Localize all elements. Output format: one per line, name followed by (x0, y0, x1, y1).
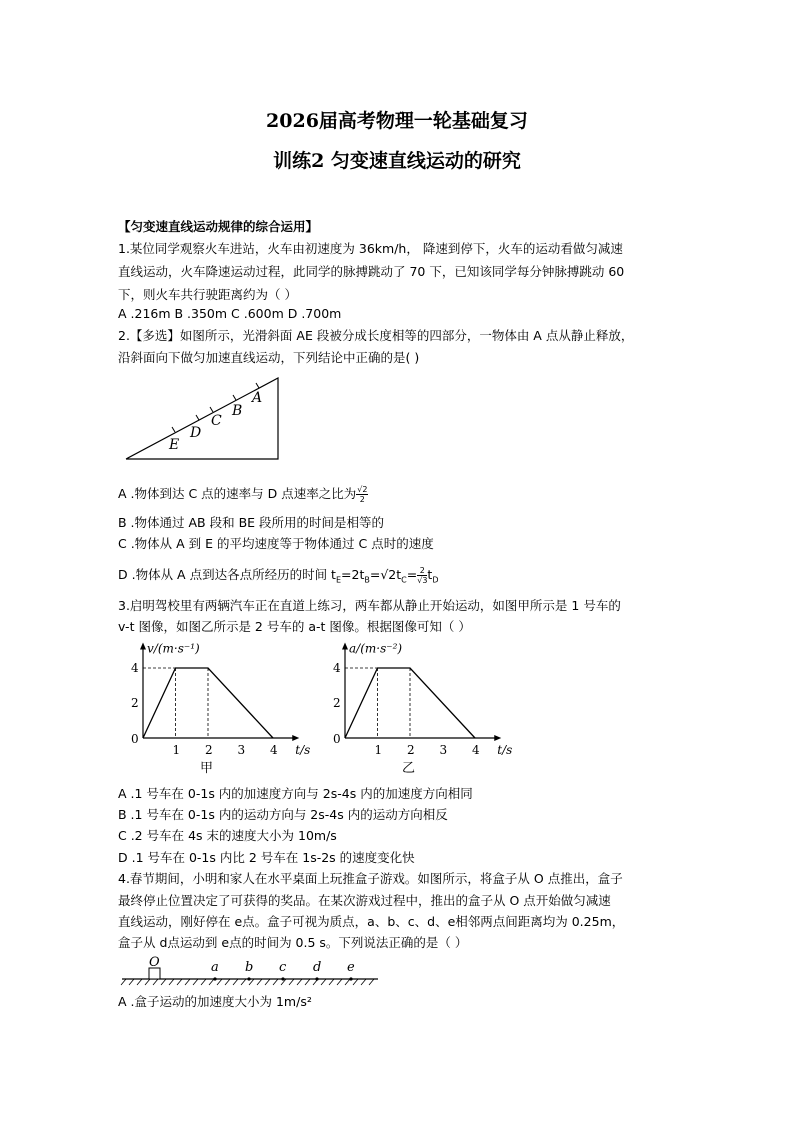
q3-option-a: A .1 号车在 0-1s 内的加速度方向与 2s-4s 内的加速度方向相同 (118, 786, 473, 801)
fraction-num: √2 (357, 485, 368, 494)
label-e: e (347, 960, 355, 975)
hatch-mark (137, 979, 142, 985)
chart-vt-jia (125, 641, 325, 776)
x-tick-label: 2 (205, 743, 213, 757)
hatch-mark (153, 979, 158, 985)
q4-option-a: A .盒子运动的加速度大小为 1m/s² (118, 994, 312, 1009)
q4-line-3: 直线运动，刚好停在 e点。盒子可视为质点，a、b、c、d、e相邻两点间距离均为 0.25m， (118, 914, 625, 929)
x-axis-label: t/s (497, 743, 513, 757)
q3-line-2: v-t 图像，如图乙所示是 2 号车的 a-t 图像。根据图像可知（ ） (118, 619, 471, 634)
tick-b (233, 395, 236, 400)
x-tick-label: 4 (270, 743, 278, 757)
point-e (349, 977, 352, 980)
label-A: A (252, 390, 263, 406)
x-tick-label: 3 (439, 743, 448, 757)
fraction-num-2: 2 (417, 566, 427, 576)
y-axis-label: a/(m·s⁻²) (349, 641, 403, 656)
hatch-mark (209, 979, 214, 985)
hatch-mark (177, 979, 182, 985)
sub-E: E (335, 575, 342, 585)
x-axis-arrow (292, 735, 299, 741)
origin-label: 0 (333, 732, 341, 746)
y-tick-label: 4 (333, 661, 341, 675)
label-b: b (245, 960, 254, 975)
fraction-sqrt2-over-2 (356, 485, 368, 504)
q2-option-d-prefix: D .物体从 A 点到达各点所经历的时间 t (118, 567, 336, 582)
hatch-mark (265, 979, 270, 985)
q3-option-d: D .1 号车在 0-1s 内比 2 号车在 1s-2s 的速度变化快 (118, 850, 415, 865)
q2-option-d (118, 566, 438, 589)
x-axis-label: t/s (295, 743, 311, 757)
chart-at-yi (327, 641, 527, 776)
y-axis-arrow (140, 643, 146, 650)
hatch-mark (329, 979, 334, 985)
hatch-mark (345, 979, 350, 985)
origin-label: 0 (131, 732, 139, 746)
x-tick-label: 1 (374, 743, 383, 757)
hatch-mark (289, 979, 294, 985)
y-axis-label: v/(m·s⁻¹) (147, 641, 200, 656)
hatch-mark (121, 979, 126, 985)
hatch-mark (185, 979, 190, 985)
x-tick-label: 4 (472, 743, 480, 757)
label-a: a (211, 960, 219, 975)
hatch-mark (201, 979, 206, 985)
q2-d-eq1: =2t (341, 567, 365, 582)
page-title: 2026届高考物理一轮基础复习 (266, 110, 528, 132)
hatch-mark (337, 979, 342, 985)
section-heading: 【匀变速直线运动规律的综合运用】 (118, 219, 319, 234)
label-O: O (149, 955, 160, 970)
tick-a (256, 383, 259, 388)
fraction-den-2: √3 (417, 576, 428, 585)
hatch-mark (169, 979, 174, 985)
hatch-mark (353, 979, 358, 985)
hatch-mark (225, 979, 230, 985)
q2-option-c: C .物体从 A 到 E 的平均速度等于物体通过 C 点时的速度 (118, 536, 434, 551)
y-tick-label: 2 (131, 696, 139, 710)
q2-option-b: B .物体通过 AB 段和 BE 段所用的时间是相等的 (118, 515, 385, 530)
q2-d-eq3: = (406, 567, 418, 582)
sub-D: D (432, 575, 439, 585)
tick-c (210, 407, 213, 412)
q3-option-c: C .2 号车在 4s 末的速度大小为 10m/s (118, 828, 337, 843)
hatch-mark (129, 979, 134, 985)
y-tick-label: 4 (131, 661, 139, 675)
point-d (315, 977, 318, 980)
q2-option-a-text: A .物体到达 C 点的速率与 D 点速率之比为 (118, 486, 357, 501)
q3-option-b: B .1 号车在 0-1s 内的运动方向与 2s-4s 内的运动方向相反 (118, 807, 448, 822)
q4-line-2: 最终停止位置决定了可获得的奖品。在某次游戏过程中，推出的盒子从 O 点开始做匀减速 (118, 893, 611, 908)
q1-line-2: 直线运动，火车降速运动过程，此同学的脉搏跳动了 70 下，已知该同学每分钟脉搏跳动 60 (118, 264, 625, 279)
q2-d-eq2: =√2t (369, 567, 402, 582)
q2-option-a (118, 485, 368, 504)
sub-B: B (364, 575, 370, 585)
page-subtitle: 训练2 匀变速直线运动的研究 (273, 150, 521, 172)
x-tick-label: 1 (172, 743, 181, 757)
point-b (247, 977, 250, 980)
tick-e (172, 427, 175, 432)
label-E: E (169, 437, 180, 453)
fraction-2-over-sqrt3 (417, 566, 427, 585)
box-table-figure (120, 952, 380, 988)
q1-line-1: 1.某位同学观察火车进站，火车由初速度为 36km/h， 降速到停下，火车的运动看做匀减速 (118, 241, 623, 256)
hatch-mark (241, 979, 246, 985)
hatch-mark (273, 979, 278, 985)
point-c (281, 977, 284, 980)
hatch-mark (193, 979, 198, 985)
x-tick-label: 2 (407, 743, 415, 757)
hatch-mark (233, 979, 238, 985)
table-hatching (121, 979, 374, 985)
chart-caption: 乙 (402, 761, 416, 776)
label-c: c (279, 960, 287, 975)
x-axis-arrow (494, 735, 501, 741)
sub-C: C (401, 575, 407, 585)
y-tick-label: 2 (333, 696, 341, 710)
q2-d-eq4: t (427, 567, 433, 582)
chart-caption: 甲 (200, 761, 214, 776)
label-D: D (190, 425, 202, 441)
hatch-mark (161, 979, 166, 985)
y-axis-arrow (342, 643, 348, 650)
label-C: C (211, 413, 222, 429)
hatch-mark (297, 979, 302, 985)
q4-line-4: 盒子从 d点运动到 e点的时间为 0.5 s。下列说法正确的是（ ） (118, 935, 468, 950)
hatch-mark (305, 979, 310, 985)
q2-line-1: 2.【多选】如图所示，光滑斜面 AE 段被分成长度相等的四部分，一物体由 A 点从静止释放， (118, 328, 634, 343)
q1-line-3: 下，则火车共行驶距离约为（ ） (118, 287, 297, 302)
q2-line-2: 沿斜面向下做匀加速直线运动，下列结论中正确的是( ) (118, 350, 420, 365)
point-a (213, 977, 216, 980)
hatch-mark (369, 979, 374, 985)
label-d: d (313, 960, 322, 975)
hatch-mark (321, 979, 326, 985)
q4-line-1: 4.春节期间，小明和家人在水平桌面上玩推盒子游戏。如图所示，将盒子从 O 点推出，盒子 (118, 871, 623, 886)
hatch-mark (145, 979, 150, 985)
hatch-mark (361, 979, 366, 985)
q3-line-1: 3.启明驾校里有两辆汽车正在直道上练习，两车都从静止开始运动，如图甲所示是 1 号车的 (118, 598, 621, 613)
hatch-mark (217, 979, 222, 985)
hatch-mark (257, 979, 262, 985)
incline-figure (120, 372, 285, 464)
fraction-den: 2 (359, 495, 365, 504)
label-B: B (232, 403, 243, 419)
tick-d (196, 415, 199, 420)
x-tick-label: 3 (237, 743, 246, 757)
q1-options: A .216m B .350m C .600m D .700m (118, 306, 342, 321)
